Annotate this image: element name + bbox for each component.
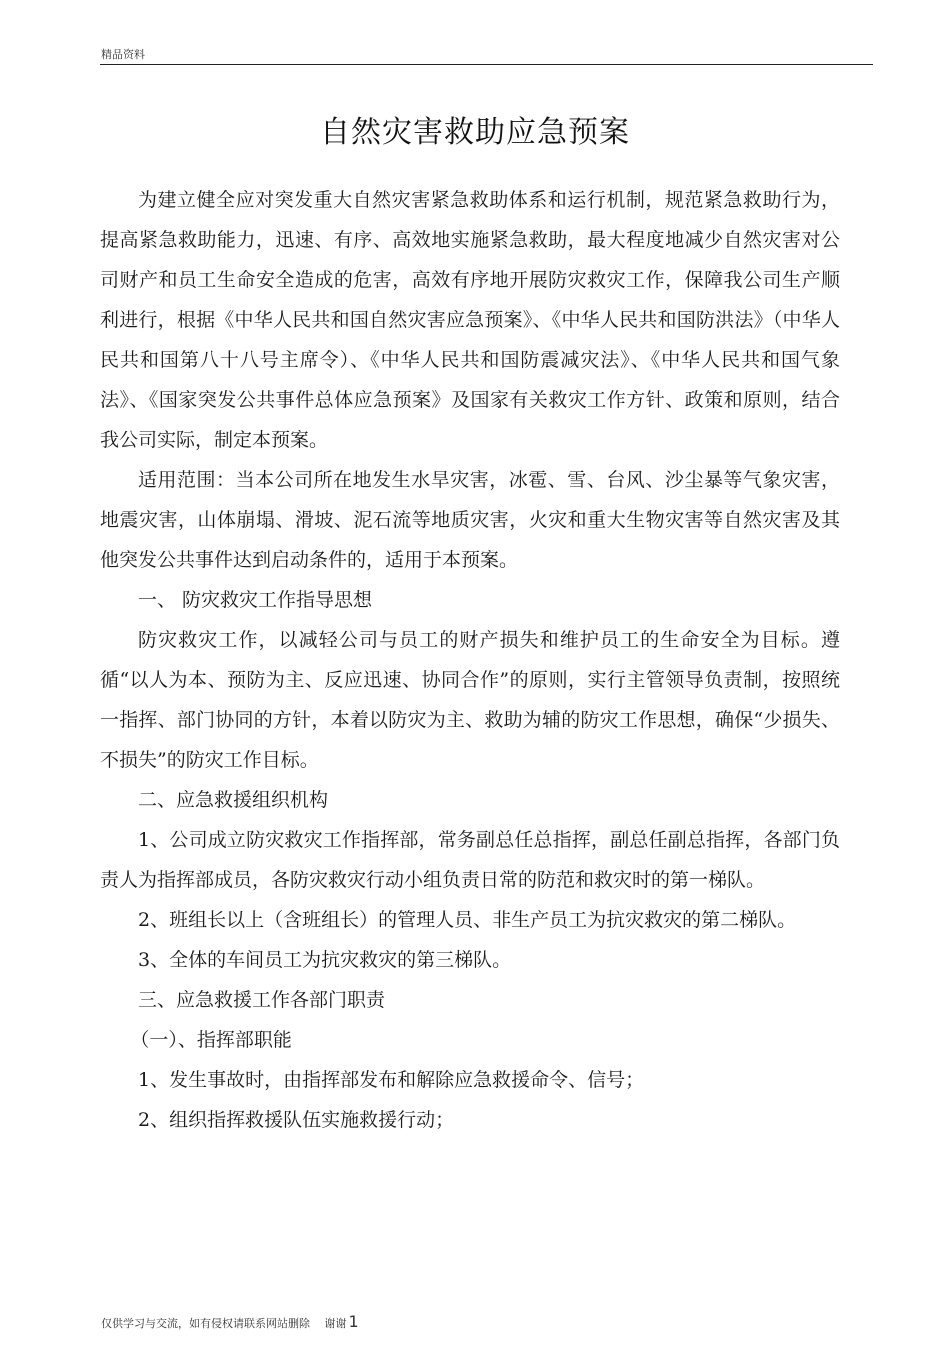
section-heading-3: 三、应急救援工作各部门职责 [138,989,386,1011]
paragraph-scope: 适用范围：当本公司所在地发生水旱灾害，冰雹、雪、台风、沙尘暴等气象灾害，地震灾害，山体崩塌、滑坡、泥石流等地质灾害，火灾和重大生物灾害等自然灾害及其他突发公共事件达到启动条件的，适用于本预案。 [100,469,840,571]
footer-note: 仅供学习与交流，如有侵权请联系网站删除 谢谢 [101,1317,347,1330]
paragraph-duty-1: 1、发生事故时，由指挥部发布和解除应急救援命令、信号； [138,1069,645,1091]
document-body [100,180,840,1140]
document-title: 自然灾害救助应急预案 [320,115,630,150]
paragraph-org-2: 2、班组长以上（含班组长）的管理人员、非生产员工为抗灾救灾的第二梯队。 [138,909,797,931]
paragraph-org-1: 1、公司成立防灾救灾工作指挥部，常务副总任总指挥，副总任副总指挥，各部门负责人为指挥部成员，各防灾救灾行动小组负责日常的防范和救灾时的第一梯队。 [100,829,840,891]
header-rule [100,64,873,65]
subsection-heading-1: （一）、指挥部职能 [130,1029,292,1051]
header-label: 精品资料 [101,48,145,61]
footer [101,1312,359,1331]
paragraph-guiding-principle: 防灾救灾工作，以减轻公司与员工的财产损失和维护员工的生命安全为目标。遵循“以人为本、预防为主、反应迅速、协同合作”的原则，实行主管领导负责制，按照统一指挥、部门协同的方针，本着以防灾为主、救助为辅的防灾工作思想，确保“少损失、不损失”的防灾工作目标。 [100,629,840,771]
section-heading-2: 二、应急救援组织机构 [138,789,329,811]
paragraph-duty-2: 2、组织指挥救援队伍实施救援行动； [138,1109,455,1131]
paragraph-org-3: 3、全体的车间员工为抗灾救灾的第三梯队。 [138,949,512,971]
section-heading-1: 一、 防灾救灾工作指导思想 [138,589,373,611]
paragraph-intro: 为建立健全应对突发重大自然灾害紧急救助体系和运行机制，规范紧急救助行为，提高紧急救助能力，迅速、有序、高效地实施紧急救助，最大程度地减少自然灾害对公司财产和员工生命安全造成的危害，高效有序地开展防灾救灾工作，保障我公司生产顺利进行，根据《中华人民共和国自然灾害应急预案》、《中华人民共和国防洪法》（中华人民共和国第八十八号主席令）、《中华人民共和国防震减灾法》、《中华人民共和国气象法》、《国家突发公共事件总体应急预案》及国家有关救灾工作方针、政策和原则，结合我公司实际，制定本预案。 [100,189,840,451]
page-number: 1 [348,1312,359,1331]
